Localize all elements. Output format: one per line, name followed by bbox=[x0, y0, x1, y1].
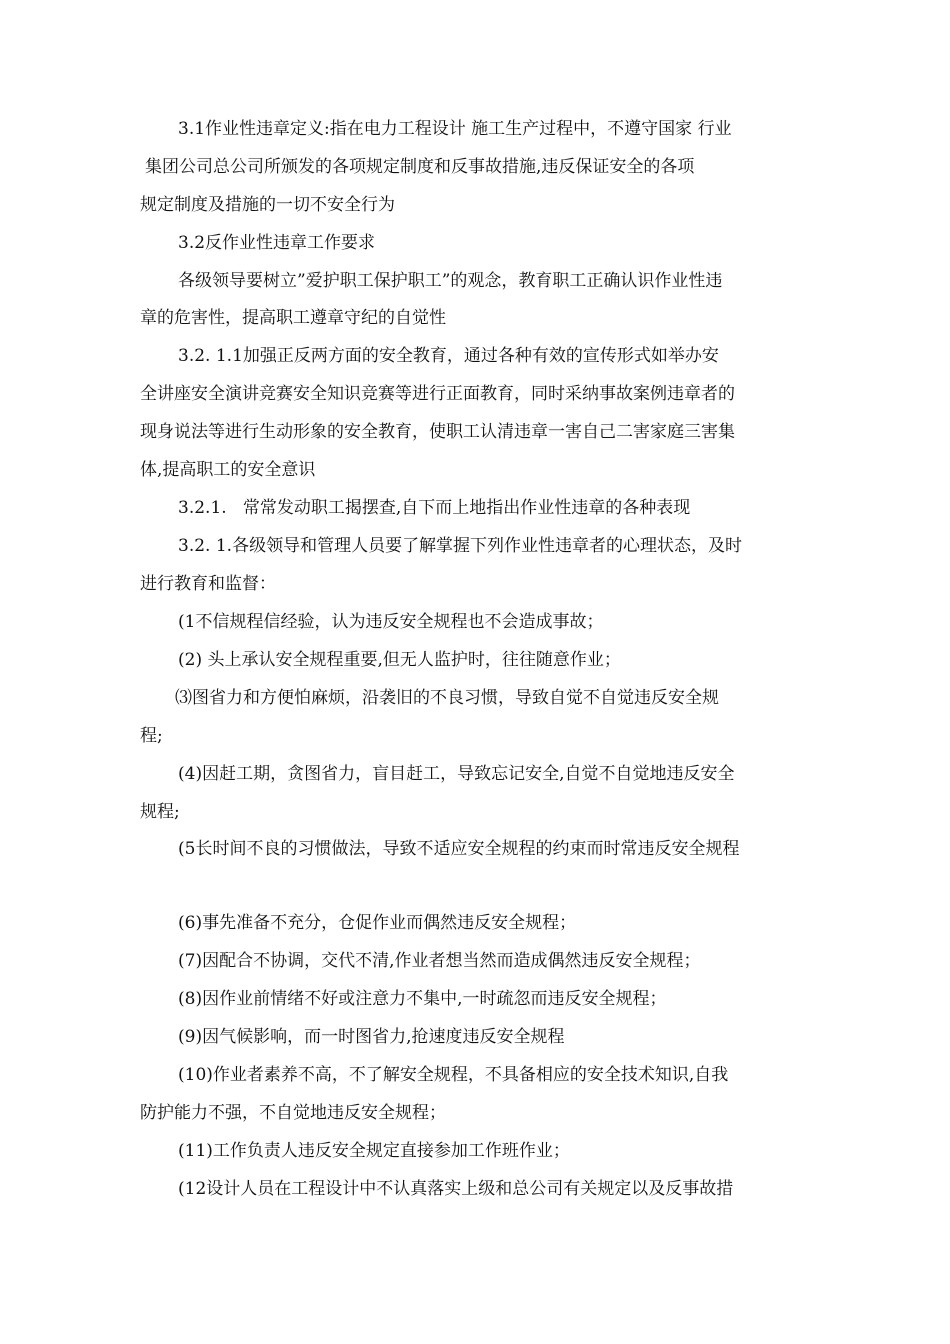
text-line-06: 章的危害性，提高职工遵章守纪的自觉性 bbox=[140, 308, 446, 328]
text-line-11: 3.2.1. 常常发动职工揭摆查,自下而上地指出作业性违章的各种表现 bbox=[178, 498, 691, 518]
text-line-04: 3.2反作业性违章工作要求 bbox=[178, 233, 376, 253]
text-line-25: (10)作业者素养不高，不了解安全规程，不具备相应的安全技术知识,自我 bbox=[178, 1065, 729, 1085]
text-line-14: (1不信规程信经验，认为违反安全规程也不会造成事故； bbox=[178, 612, 604, 632]
text-line-28: (12设计人员在工程设计中不认真落实上级和总公司有关规定以及反事故措 bbox=[178, 1179, 734, 1199]
text-line-23: (8)因作业前情绪不好或注意力不集中,一时疏忽而违反安全规程； bbox=[178, 989, 667, 1009]
text-line-02: 集团公司总公司所颁发的各项规定制度和反事故措施,违反保证安全的各项 bbox=[145, 157, 695, 177]
text-line-07: 3.2. 1.1加强正反两方面的安全教育，通过各种有效的宣传形式如举办安 bbox=[178, 346, 719, 366]
text-line-24: (9)因气候影响，而一时图省力,抢速度违反安全规程 bbox=[178, 1027, 565, 1047]
text-line-13: 进行教育和监督： bbox=[140, 574, 276, 594]
text-line-18: (4)因赶工期，贪图省力，盲目赶工，导致忘记安全,自觉不自觉地违反安全 bbox=[178, 764, 735, 784]
text-line-26: 防护能力不强，不自觉地违反安全规程； bbox=[140, 1103, 446, 1123]
text-line-19: 规程; bbox=[140, 802, 180, 822]
text-line-01: 3.1作业性违章定义:指在电力工程设计 施工生产过程中，不遵守国家 行业 bbox=[178, 119, 732, 139]
text-line-17: 程; bbox=[140, 726, 163, 746]
text-line-08: 全讲座安全演讲竞赛安全知识竞赛等进行正面教育，同时采纳事故案例违章者的 bbox=[140, 384, 735, 404]
text-line-21: (6)事先准备不充分，仓促作业而偶然违反安全规程； bbox=[178, 913, 577, 933]
text-line-10: 体,提高职工的安全意识 bbox=[140, 460, 316, 480]
text-line-15: (2) 头上承认安全规程重要,但无人监护时，往往随意作业； bbox=[178, 650, 621, 670]
text-line-22: (7)因配合不协调，交代不清,作业者想当然而造成偶然违反安全规程； bbox=[178, 951, 701, 971]
text-line-16: ⑶图省力和方便怕麻烦，沿袭旧的不良习惯，导致自觉不自觉违反安全规 bbox=[175, 688, 719, 708]
text-line-05: 各级领导要树立”爱护职工保护职工”的观念，教育职工正确认识作业性违 bbox=[178, 271, 723, 291]
text-line-09: 现身说法等进行生动形象的安全教育，使职工认清违章一害自己二害家庭三害集 bbox=[140, 422, 735, 442]
text-line-27: (11)工作负责人违反安全规定直接参加工作班作业； bbox=[178, 1141, 570, 1161]
text-line-12: 3.2. 1.各级领导和管理人员要了解掌握下列作业性违章者的心理状态，及时 bbox=[178, 536, 743, 556]
text-line-20: (5长时间不良的习惯做法，导致不适应安全规程的约束而时常违反安全规程 bbox=[178, 839, 740, 859]
text-line-03: 规定制度及措施的一切不安全行为 bbox=[140, 195, 395, 215]
